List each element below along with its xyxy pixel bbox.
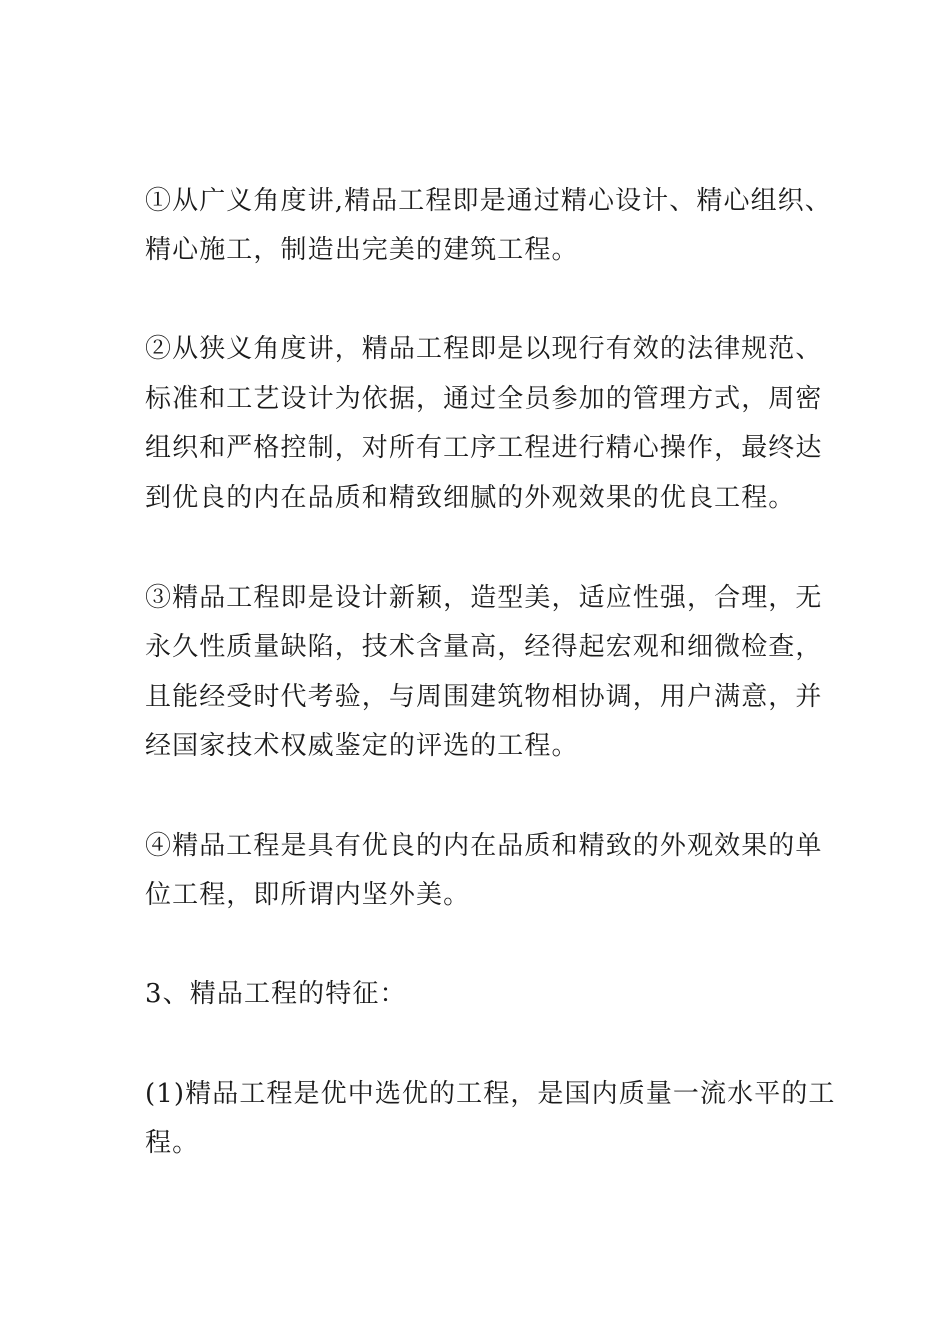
item-1-line-2: 程。 xyxy=(145,1128,200,1158)
paragraph-3-line-1: ③精品工程即是设计新颖，造型美，适应性强，合理，无 xyxy=(145,583,823,613)
paragraph-1-line-1: ①从广义角度讲,精品工程即是通过精心设计、精心组织、 xyxy=(145,186,832,216)
paragraph-2-line-4: 到优良的内在品质和精致细腻的外观效果的优良工程。 xyxy=(145,483,796,513)
paragraph-3-line-3: 且能经受时代考验，与周围建筑物相协调，用户满意，并 xyxy=(145,682,823,712)
paragraph-1-line-2: 精心施工，制造出完美的建筑工程。 xyxy=(145,235,579,265)
paragraph-3-line-4: 经国家技术权威鉴定的评选的工程。 xyxy=(145,731,579,761)
paragraph-2-line-3: 组织和严格控制，对所有工序工程进行精心操作，最终达 xyxy=(145,433,823,463)
paragraph-2-line-2: 标准和工艺设计为依据，通过全员参加的管理方式，周密 xyxy=(145,384,823,414)
section-heading-3: 3、精品工程的特征： xyxy=(145,979,407,1009)
paragraph-4-line-2: 位工程，即所谓内坚外美。 xyxy=(145,880,471,910)
item-1-line-1: (1)精品工程是优中选优的工程，是国内质量一流水平的工 xyxy=(145,1079,836,1109)
paragraph-4-line-1: ④精品工程是具有优良的内在品质和精致的外观效果的单 xyxy=(145,831,823,861)
paragraph-2-line-1: ②从狭义角度讲，精品工程即是以现行有效的法律规范、 xyxy=(145,334,823,364)
paragraph-3-line-2: 永久性质量缺陷，技术含量高，经得起宏观和细微检查， xyxy=(145,632,823,662)
